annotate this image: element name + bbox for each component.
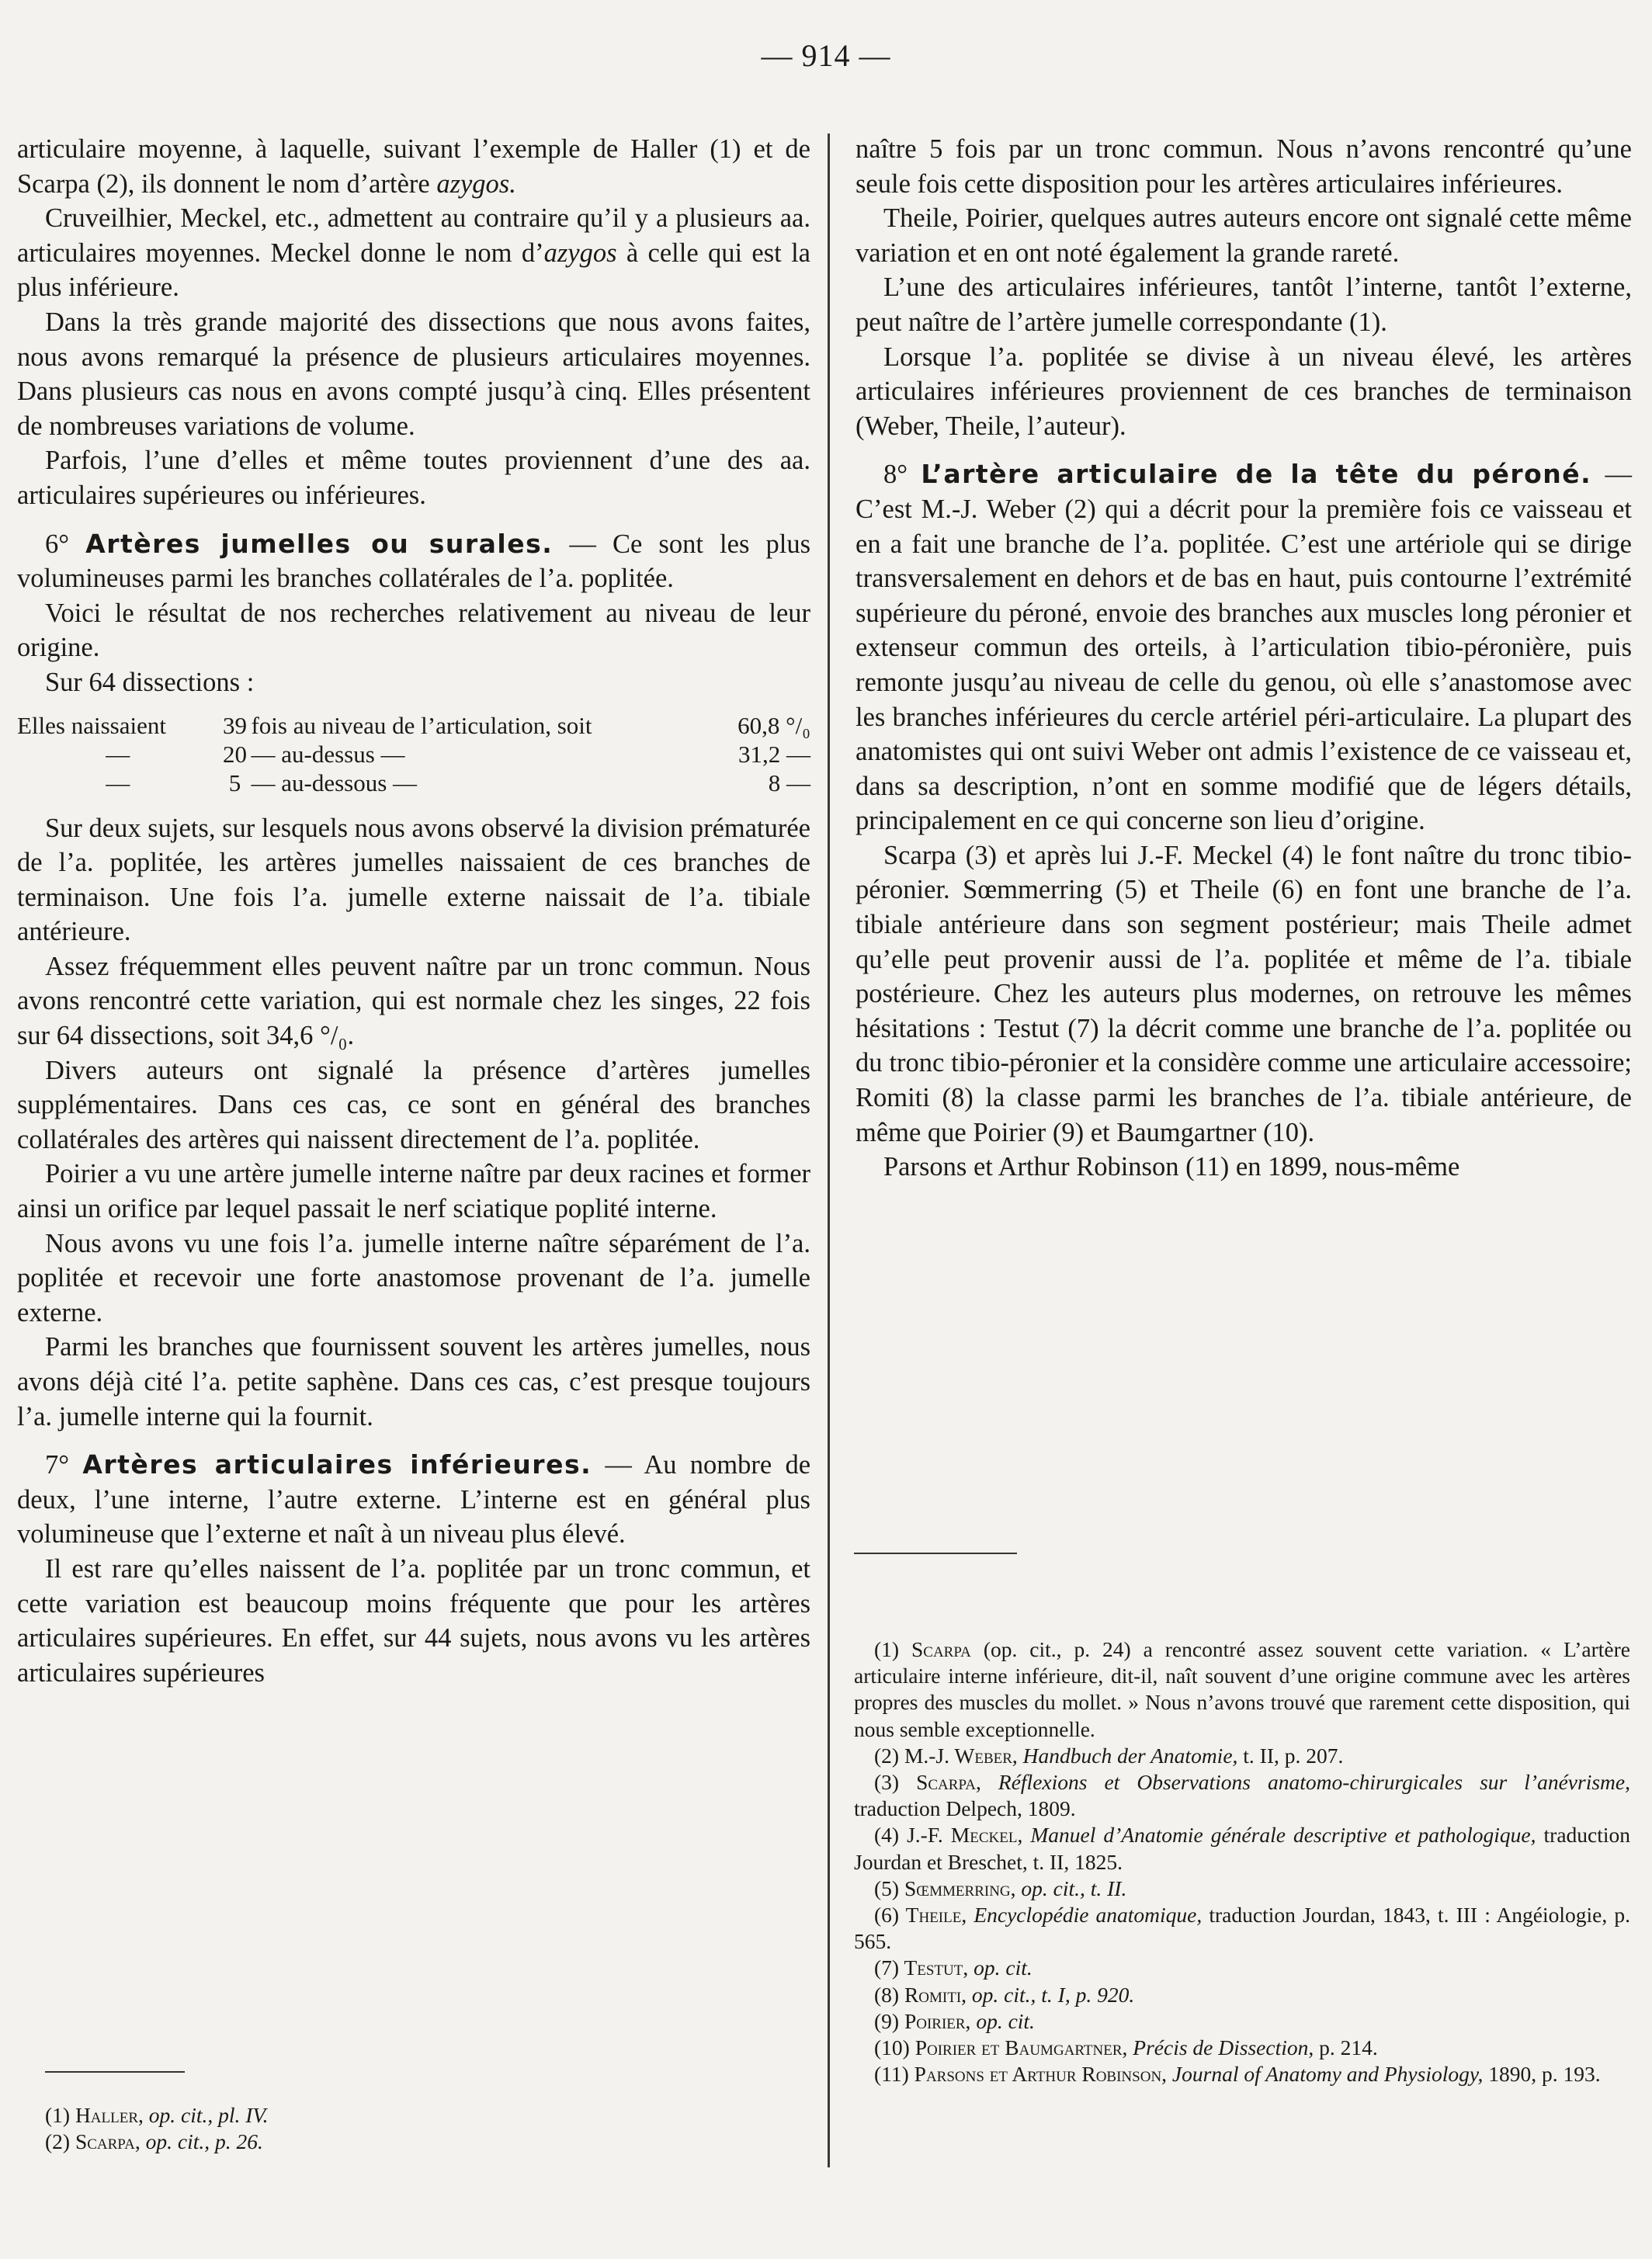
paragraph: Sur 64 dissections : [45, 667, 255, 697]
paragraph: Parmi les branches que fournissent souvent les artères jumelles, nous avons déjà cité l’a. petite saphène. Dans ces cas, c’est presque toujours l’a. jumelle interne qui la fournit. [17, 1332, 810, 1431]
page-number: — 914 — [761, 38, 891, 73]
origin-table [17, 711, 810, 797]
paragraph: Sur deux sujets, sur lesquels nous avons observé la division prématurée de l’a. poplitée, les artères jumelles naissaient de ces branches de terminaison. Une fois l’a. jumelle externe naissait de l’a. tibiale antérieure. [17, 813, 810, 947]
table-row: — 20 — au-dessus — 31,2 — [106, 740, 810, 768]
paragraph: naître 5 fois par un tronc commun. Nous n’avons rencontré qu’une seule fois cette disposition pour les artères articulaires inférieures. [856, 134, 1632, 199]
footnote: (2) Scarpa, op. cit., p. 26. [45, 2129, 263, 2154]
footnote: (8) Romiti, op. cit., t. I, p. 920. [874, 1982, 1135, 2007]
paragraph: Assez fréquemment elles peuvent naître par un tronc commun. Nous avons rencontré cette variation, qui est normale chez les singes, 22 fois sur 64 dissections, soit 34,6 °/₀. [17, 951, 810, 1051]
paragraph: Poirier a vu une artère jumelle interne naître par deux racines et former ainsi un orifice par lequel passait le nerf sciatique poplité interne. [17, 1159, 810, 1224]
left-column [17, 132, 810, 1690]
section-heading-7: 7° Artères articulaires inférieures. — Au nombre de deux, l’une interne, l’autre externe. L’interne est en général plus volumineuse que l’externe et naît à un niveau plus élevé. [17, 1449, 811, 1549]
paragraph: Scarpa (3) et après lui J.-F. Meckel (4) le font naître du tronc tibio-péronier. Sœmmerring (5) et Theile (6) en font une branche de l’a. tibiale antérieure dans son segment postérieur; mais Theile admet qu’elle peut provenir aussi de l’a. poplitée et même de l’a. tibiale postérieure. Chez les auteurs plus modernes, on retrouve les mêmes hésitations : Testut (7) la décrit comme une branche de l’a. poplitée ou du tronc tibio-péronier et la considère comme une articulaire accessoire; Romiti (8) la classe parmi les branches de l’a. tibiale antérieure, de même que Poirier (9) et Baumgartner (10). [856, 840, 1632, 1147]
paragraph: Nous avons vu une fois l’a. jumelle interne naître séparément de l’a. poplitée et recevoir une forte anastomose provenant de l’a. jumelle externe. [17, 1228, 810, 1327]
footnote-rule [45, 2071, 185, 2073]
footnote-rule [854, 1553, 1017, 1554]
table-row: Elles naissaient 39 fois au niveau de l’articulation, soit 60,8 °/₀ [17, 711, 810, 739]
table-row: — 5 — au-dessous — 8 — [106, 769, 810, 796]
paragraph: Theile, Poirier, quelques autres auteurs encore ont signalé cette même variation et en ont noté également la grande rareté. [856, 203, 1632, 268]
footnote: (10) Poirier et Baumgartner, Précis de Dissection, p. 214. [874, 2035, 1378, 2060]
section-heading-8: 8° L’artère articulaire de la tête du péroné. — C’est M.-J. Weber (2) qui a décrit pour la première fois ce vaisseau et en a fait une branche de l’a. poplitée. C’est une artériole qui se dirige transversalement en dehors et de bas en haut, puis contourne l’extrémité supérieure du péroné, envoie des branches aux muscles long péronier et extenseur commun des orteils, à l’articulation tibio-péronière, puis remonte jusqu’au niveau de celle du genou, où elle s’anastomose avec les branches inférieures du cercle artériel péri-articulaire. La plupart des anatomistes qui ont suivi Weber ont admis l’existence de ce vaisseau et, dans sa description, n’ont en somme modifié que de légers détails, principalement en ce qui concerne son lieu d’origine. [856, 459, 1633, 836]
paragraph: Divers auteurs ont signalé la présence d’artères jumelles supplémentaires. Dans ces cas, ce sont en général des branches collatérales des artères qui naissent directement de l’a. poplitée. [17, 1055, 810, 1154]
footnote: (11) Parsons et Arthur Robinson, Journal of Anatomy and Physiology, 1890, p. 193. [874, 2062, 1601, 2087]
section-heading-6: 6° Artères jumelles ou surales. — Ce sont les plus volumineuses parmi les branches collatérales de l’a. poplitée. [17, 528, 810, 594]
footnote: (9) Poirier, op. cit. [874, 2008, 1035, 2033]
paragraph: Voici le résultat de nos recherches relativement au niveau de leur origine. [17, 598, 810, 663]
paragraph: Il est rare qu’elles naissent de l’a. poplitée par un tronc commun, et cette variation est beaucoup moins fréquente que pour les artères articulaires supérieures. En effet, sur 44 sujets, nous avons vu les artères articulaires supérieures [17, 1553, 810, 1688]
right-footnotes [854, 1636, 1630, 2087]
footnote: (4) J.-F. Meckel, Manuel d’Anatomie générale descriptive et pathologique, traduction Jourdan et Breschet, t. II, 1825. [854, 1823, 1631, 1874]
paragraph: L’une des articulaires inférieures, tantôt l’interne, tantôt l’externe, peut naître de l’artère jumelle correspondante (1). [856, 272, 1632, 337]
footnote: (6) Theile, Encyclopédie anatomique, traduction Jourdan, 1843, t. III : Angéiologie, p. 565. [854, 1903, 1630, 1954]
right-column [856, 132, 1632, 1185]
paragraph: Parsons et Arthur Robinson (11) en 1899, nous-même [883, 1152, 1460, 1182]
footnote: (5) Sœmmerring, op. cit., t. II. [874, 1876, 1127, 1900]
footnote: (3) Scarpa, Réflexions et Observations anatomo-chirurgicales sur l’anévrisme, traduction Delpech, 1809. [854, 1770, 1630, 1821]
paragraph: Cruveilhier, Meckel, etc., admettent au contraire qu’il y a plusieurs aa. articulaires moyennes. Meckel donne le nom d’azygos à celle qui est la plus inférieure. [17, 203, 810, 303]
paragraph: Lorsque l’a. poplitée se divise à un niveau élevé, les artères articulaires inférieures proviennent de ces branches de terminaison (Weber, Theile, l’auteur). [856, 342, 1632, 441]
paragraph: Parfois, l’une d’elles et même toutes proviennent d’une des aa. articulaires supérieures ou inférieures. [17, 446, 810, 510]
column-divider [828, 134, 830, 2167]
paragraph: Dans la très grande majorité des dissections que nous avons faites, nous avons remarqué la présence de plusieurs articulaires moyennes. Dans plusieurs cas nous en avons compté jusqu’à cinq. Elles présentent de nombreuses variations de volume. [17, 307, 810, 441]
footnote: (2) M.-J. Weber, Handbuch der Anatomie, t. II, p. 207. [874, 1743, 1344, 1768]
left-footnotes [45, 2102, 744, 2155]
paragraph: articulaire moyenne, à laquelle, suivant l’exemple de Haller (1) et de Scarpa (2), ils donnent le nom d’artère azygos. [17, 134, 810, 199]
footnote: (7) Testut, op. cit. [874, 1955, 1032, 1980]
footnote: (1) Scarpa (op. cit., p. 24) a rencontré assez souvent cette variation. « L’artère articulaire interne inférieure, dit-il, naît souvent d’une origine commune avec les artères propres des muscles du mollet. » Nous n’avons trouvé que rarement cette disposition, qui nous semble exceptionnelle. [854, 1637, 1630, 1741]
footnote: (1) Haller, op. cit., pl. IV. [45, 2103, 269, 2127]
